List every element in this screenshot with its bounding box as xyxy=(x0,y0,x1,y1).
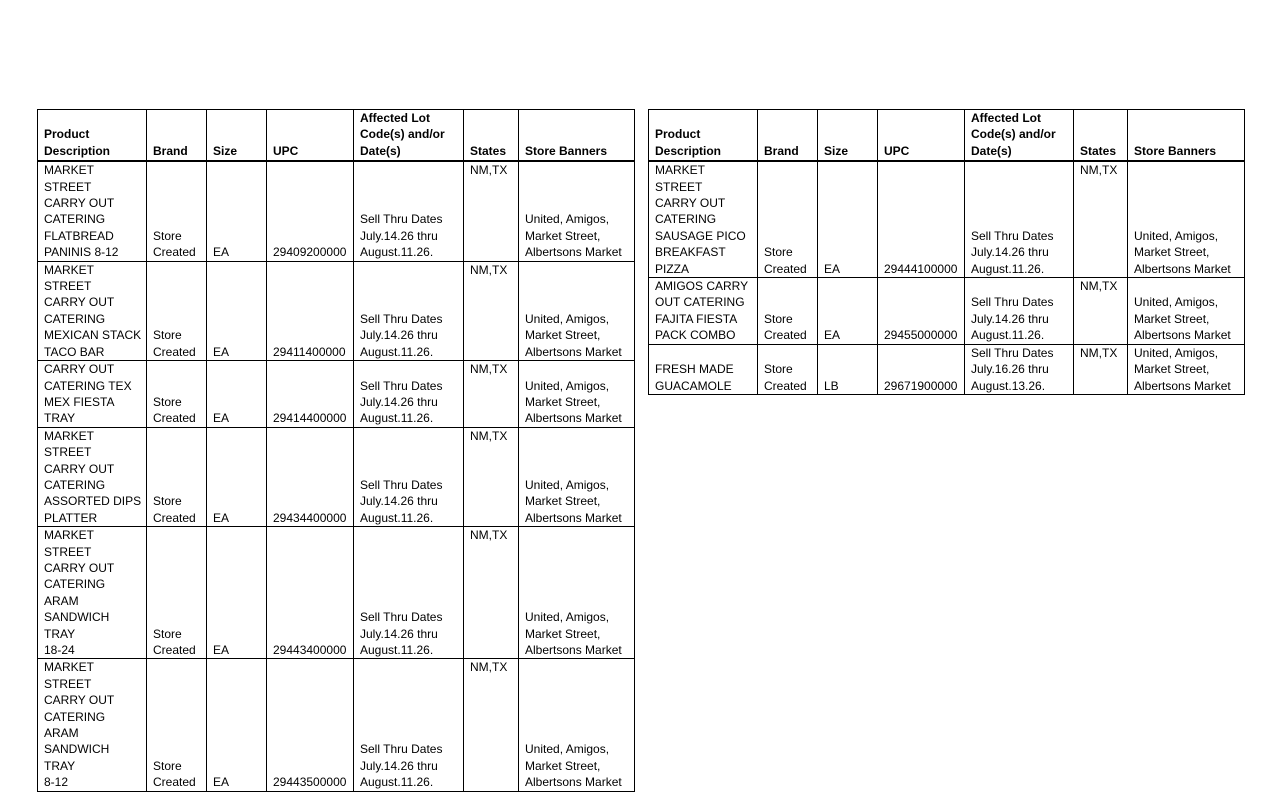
size-cell: EA xyxy=(207,427,267,526)
store-banners-cell: United, Amigos, Market Street, Albertsons Market xyxy=(519,527,635,659)
table-row xyxy=(38,427,635,526)
brand-cell: Store Created xyxy=(758,344,818,394)
store-banners-cell: United, Amigos, Market Street, Albertsons Market xyxy=(519,161,635,261)
recall-table-left xyxy=(37,109,635,792)
table-row xyxy=(38,161,635,261)
table-row xyxy=(38,659,635,791)
lot-code-cell: Sell Thru Dates July.14.26 thru August.11.26. xyxy=(354,161,464,261)
states-header: States xyxy=(1074,110,1128,162)
states-cell: NM,TX xyxy=(464,161,519,261)
upc-cell: 29444100000 xyxy=(878,161,965,277)
states-header: States xyxy=(464,110,519,162)
upc-header: UPC xyxy=(267,110,354,162)
table-row xyxy=(38,527,635,659)
upc-cell: 29443500000 xyxy=(267,659,354,791)
table-row xyxy=(38,261,635,360)
lot-code-cell: Sell Thru Dates July.14.26 thru August.11.26. xyxy=(354,427,464,526)
states-cell: NM,TX xyxy=(1074,161,1128,277)
store-banners-header: Store Banners xyxy=(1128,110,1245,162)
product-description-header: Product Description xyxy=(38,110,147,162)
product-description-header: Product Description xyxy=(649,110,758,162)
states-cell: NM,TX xyxy=(464,527,519,659)
lot-code-cell: Sell Thru Dates July.14.26 thru August.11.26. xyxy=(354,527,464,659)
product-description-cell: FRESH MADE GUACAMOLE xyxy=(649,344,758,394)
lot-code-cell: Sell Thru Dates July.16.26 thru August.13.26. xyxy=(965,344,1074,394)
product-description-cell: AMIGOS CARRY OUT CATERING FAJITA FIESTA PACK COMBO xyxy=(649,278,758,345)
store-banners-header: Store Banners xyxy=(519,110,635,162)
store-banners-cell: United, Amigos, Market Street, Albertsons Market xyxy=(519,361,635,428)
brand-cell: Store Created xyxy=(147,361,207,428)
product-description-cell: MARKET STREET CARRY OUT CATERING SAUSAGE PICO BREAKFAST PIZZA xyxy=(649,161,758,277)
store-banners-cell: United, Amigos, Market Street, Albertsons Market xyxy=(519,261,635,360)
upc-cell: 29443400000 xyxy=(267,527,354,659)
size-cell: EA xyxy=(818,278,878,345)
states-cell: NM,TX xyxy=(464,361,519,428)
table-row xyxy=(649,161,1245,277)
product-description-cell: MARKET STREET CARRY OUT CATERING FLATBREAD PANINIS 8-12 xyxy=(38,161,147,261)
product-description-cell: CARRY OUT CATERING TEX MEX FIESTA TRAY xyxy=(38,361,147,428)
header-row xyxy=(38,110,635,162)
states-cell: NM,TX xyxy=(464,427,519,526)
states-cell: NM,TX xyxy=(464,659,519,791)
store-banners-cell: United, Amigos, Market Street, Albertsons Market xyxy=(519,427,635,526)
header-row xyxy=(649,110,1245,162)
brand-cell: Store Created xyxy=(147,427,207,526)
lot-code-cell: Sell Thru Dates July.14.26 thru August.11.26. xyxy=(965,161,1074,277)
brand-header: Brand xyxy=(147,110,207,162)
size-header: Size xyxy=(207,110,267,162)
brand-cell: Store Created xyxy=(147,659,207,791)
lot-code-header: Affected Lot Code(s) and/or Date(s) xyxy=(354,110,464,162)
size-cell: EA xyxy=(207,261,267,360)
lot-code-header: Affected Lot Code(s) and/or Date(s) xyxy=(965,110,1074,162)
store-banners-cell: United, Amigos, Market Street, Albertsons Market xyxy=(1128,161,1245,277)
size-header: Size xyxy=(818,110,878,162)
upc-header: UPC xyxy=(878,110,965,162)
upc-cell: 29409200000 xyxy=(267,161,354,261)
states-cell: NM,TX xyxy=(1074,278,1128,345)
upc-cell: 29455000000 xyxy=(878,278,965,345)
recall-table-right xyxy=(648,109,1245,395)
store-banners-cell: United, Amigos, Market Street, Albertsons Market xyxy=(519,659,635,791)
product-description-cell: MARKET STREET CARRY OUT CATERING ARAM SANDWICH TRAY 8-12 xyxy=(38,659,147,791)
table-row xyxy=(649,344,1245,394)
table-row xyxy=(38,361,635,428)
size-cell: EA xyxy=(207,161,267,261)
size-cell: EA xyxy=(207,659,267,791)
product-description-cell: MARKET STREET CARRY OUT CATERING MEXICAN STACK TACO BAR xyxy=(38,261,147,360)
states-cell: NM,TX xyxy=(464,261,519,360)
store-banners-cell: United, Amigos, Market Street, Albertsons Market xyxy=(1128,278,1245,345)
size-cell: EA xyxy=(207,361,267,428)
lot-code-cell: Sell Thru Dates July.14.26 thru August.11.26. xyxy=(965,278,1074,345)
lot-code-cell: Sell Thru Dates July.14.26 thru August.11.26. xyxy=(354,659,464,791)
upc-cell: 29411400000 xyxy=(267,261,354,360)
brand-cell: Store Created xyxy=(758,161,818,277)
upc-cell: 29414400000 xyxy=(267,361,354,428)
brand-header: Brand xyxy=(758,110,818,162)
size-cell: LB xyxy=(818,344,878,394)
brand-cell: Store Created xyxy=(147,261,207,360)
lot-code-cell: Sell Thru Dates July.14.26 thru August.11.26. xyxy=(354,261,464,360)
size-cell: EA xyxy=(818,161,878,277)
product-description-cell: MARKET STREET CARRY OUT CATERING ARAM SANDWICH TRAY 18-24 xyxy=(38,527,147,659)
brand-cell: Store Created xyxy=(758,278,818,345)
product-description-cell: MARKET STREET CARRY OUT CATERING ASSORTED DIPS PLATTER xyxy=(38,427,147,526)
upc-cell: 29434400000 xyxy=(267,427,354,526)
brand-cell: Store Created xyxy=(147,161,207,261)
lot-code-cell: Sell Thru Dates July.14.26 thru August.11.26. xyxy=(354,361,464,428)
store-banners-cell: United, Amigos, Market Street, Albertsons Market xyxy=(1128,344,1245,394)
brand-cell: Store Created xyxy=(147,527,207,659)
size-cell: EA xyxy=(207,527,267,659)
states-cell: NM,TX xyxy=(1074,344,1128,394)
table-row xyxy=(649,278,1245,345)
upc-cell: 29671900000 xyxy=(878,344,965,394)
